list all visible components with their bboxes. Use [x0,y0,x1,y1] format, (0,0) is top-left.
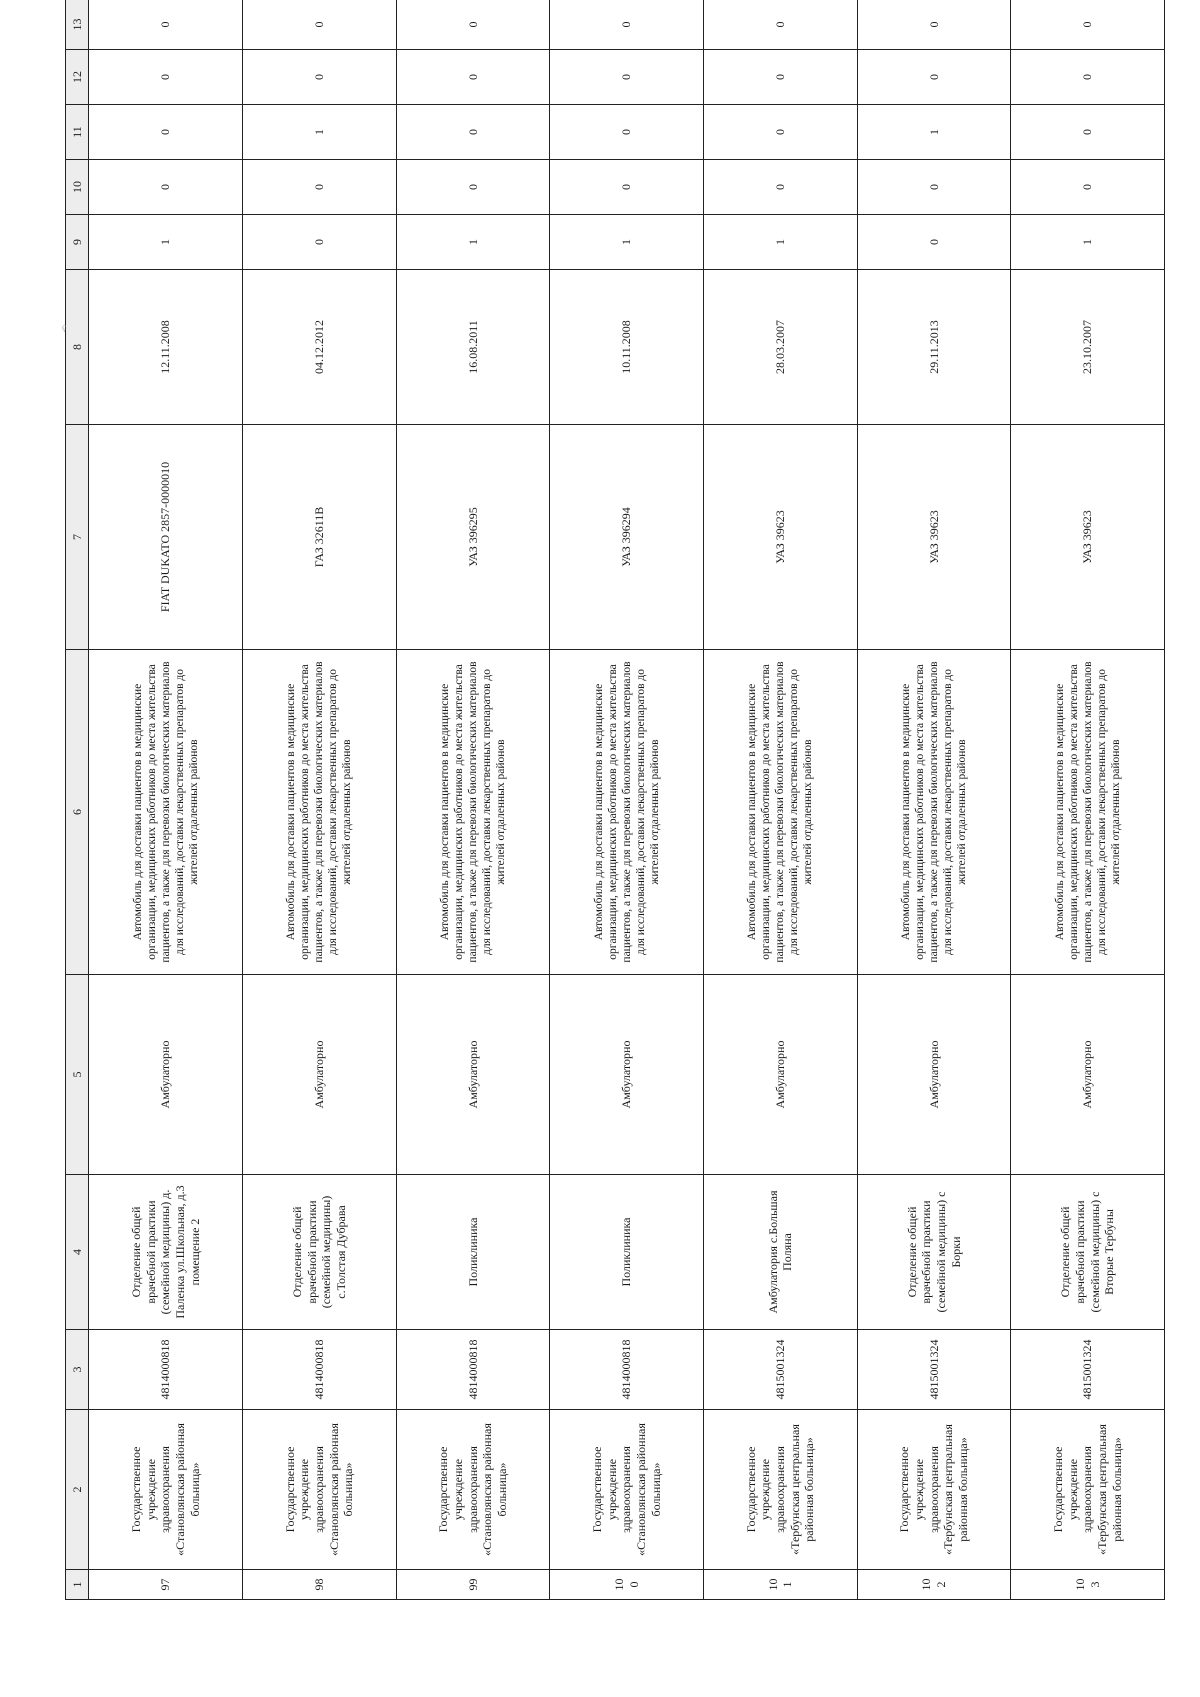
column-number: 11 [66,105,89,160]
col12-cell: 0 [396,50,550,105]
institution-cell: Государственное учреждение здравоохранения «Становлянская районная больница» [243,1410,397,1570]
vehicle-cell: УАЗ 396295 [396,425,550,650]
purpose-cell: Автомобиль для доставки пациентов в медицинские организации, медицинских работников до места жительства пациентов, а также для перевозки биологических материалов для исследований, доставки лекарственных препаратов до жителей отдаленных районов [857,650,1011,975]
inn-cell: 4814000818 [396,1330,550,1410]
row-number-cell: 97 [89,1570,243,1600]
col11-cell: 0 [704,105,858,160]
col9-cell: 0 [243,215,397,270]
table-row [704,0,858,1600]
institution-cell: Государственное учреждение здравоохранения «Становлянская районная больница» [89,1410,243,1570]
inn-cell: 4815001324 [857,1330,1011,1410]
care-type-cell: Амбулаторно [1011,975,1165,1175]
care-type-cell: Амбулаторно [396,975,550,1175]
date-cell: 28.03.2007 [704,270,858,425]
col11-cell: 0 [550,105,704,160]
col10-cell: 0 [704,160,858,215]
col12-cell: 0 [857,50,1011,105]
col9-cell: 1 [396,215,550,270]
rotated-table-container [65,0,1165,1600]
date-cell: 04.12.2012 [243,270,397,425]
col13-cell: 0 [1011,0,1165,50]
column-number: 5 [66,975,89,1175]
care-type-cell: Амбулаторно [857,975,1011,1175]
table-row [550,0,704,1600]
row-number-cell: 98 [243,1570,397,1600]
column-number: 12 [66,50,89,105]
column-number: 4 [66,1175,89,1330]
institution-cell: Государственное учреждение здравоохранения «Тербунская центральная районная больница» [1011,1410,1165,1570]
column-number-row [66,0,89,1600]
col9-cell: 1 [704,215,858,270]
department-cell: Отделение общей врачебной практики (семейной медицины) с.Толстая Дубрава [243,1175,397,1330]
col9-cell: 1 [550,215,704,270]
inn-cell: 4814000818 [550,1330,704,1410]
purpose-cell: Автомобиль для доставки пациентов в медицинские организации, медицинских работников до места жительства пациентов, а также для перевозки биологических материалов для исследований, доставки лекарственных препаратов до жителей отдаленных районов [243,650,397,975]
col10-cell: 0 [89,160,243,215]
col13-cell: 0 [396,0,550,50]
col11-cell: 1 [857,105,1011,160]
col11-cell: 0 [89,105,243,160]
col9-cell: 0 [857,215,1011,270]
vehicle-cell: ГАЗ 32611В [243,425,397,650]
date-cell: 29.11.2013 [857,270,1011,425]
table-row [243,0,397,1600]
column-number: 6 [66,650,89,975]
date-cell: 23.10.2007 [1011,270,1165,425]
inn-cell: 4814000818 [243,1330,397,1410]
col11-cell: 0 [1011,105,1165,160]
col12-cell: 0 [243,50,397,105]
column-number: 13 [66,0,89,50]
col12-cell: 0 [550,50,704,105]
vehicle-table [65,0,1165,1600]
purpose-cell: Автомобиль для доставки пациентов в медицинские организации, медицинских работников до места жительства пациентов, а также для перевозки биологических материалов для исследований, доставки лекарственных препаратов до жителей отдаленных районов [550,650,704,975]
inn-cell: 4815001324 [1011,1330,1165,1410]
col9-cell: 1 [1011,215,1165,270]
table-row [89,0,243,1600]
col10-cell: 0 [396,160,550,215]
column-number: 2 [66,1410,89,1570]
vehicle-cell: УАЗ 396294 [550,425,704,650]
vehicle-cell: FIAT DUKATO 2857-0000010 [89,425,243,650]
row-number-cell: 103 [1011,1570,1165,1600]
inn-cell: 4814000818 [89,1330,243,1410]
care-type-cell: Амбулаторно [704,975,858,1175]
col13-cell: 0 [243,0,397,50]
table-body [66,0,1165,1600]
col11-cell: 0 [396,105,550,160]
col13-cell: 0 [550,0,704,50]
care-type-cell: Амбулаторно [243,975,397,1175]
col12-cell: 0 [89,50,243,105]
department-cell: Отделение общей врачебной практики (семейной медицины) д. Паленка ул.Школьная, д.3 помещение 2 [89,1175,243,1330]
col11-cell: 1 [243,105,397,160]
stray-mark: ç [62,322,66,332]
purpose-cell: Автомобиль для доставки пациентов в медицинские организации, медицинских работников до места жительства пациентов, а также для перевозки биологических материалов для исследований, доставки лекарственных препаратов до жителей отдаленных районов [704,650,858,975]
department-cell: Отделение общей врачебной практики (семейной медицины) с Борки [857,1175,1011,1330]
column-number: 1 [66,1570,89,1600]
column-number: 10 [66,160,89,215]
institution-cell: Государственное учреждение здравоохранения «Тербунская центральная районная больница» [704,1410,858,1570]
column-number: 3 [66,1330,89,1410]
row-number-cell: 100 [550,1570,704,1600]
col10-cell: 0 [243,160,397,215]
purpose-cell: Автомобиль для доставки пациентов в медицинские организации, медицинских работников до места жительства пациентов, а также для перевозки биологических материалов для исследований, доставки лекарственных препаратов до жителей отдаленных районов [89,650,243,975]
institution-cell: Государственное учреждение здравоохранения «Становлянская районная больница» [396,1410,550,1570]
date-cell: 12.11.2008 [89,270,243,425]
col13-cell: 0 [857,0,1011,50]
column-number: 8 [66,270,89,425]
care-type-cell: Амбулаторно [89,975,243,1175]
department-cell: Амбулатория с.Большая Поляна [704,1175,858,1330]
col10-cell: 0 [1011,160,1165,215]
col13-cell: 0 [704,0,858,50]
col10-cell: 0 [550,160,704,215]
col12-cell: 0 [1011,50,1165,105]
institution-cell: Государственное учреждение здравоохранения «Становлянская районная больница» [550,1410,704,1570]
table-row [1011,0,1165,1600]
department-cell: Поликлиника [396,1175,550,1330]
vehicle-cell: УАЗ 39623 [857,425,1011,650]
row-number-cell: 99 [396,1570,550,1600]
column-number: 7 [66,425,89,650]
inn-cell: 4815001324 [704,1330,858,1410]
department-cell: Отделение общей врачебной практики (семейной медицины) с Вторые Тербуны [1011,1175,1165,1330]
table-row [857,0,1011,1600]
purpose-cell: Автомобиль для доставки пациентов в медицинские организации, медицинских работников до места жительства пациентов, а также для перевозки биологических материалов для исследований, доставки лекарственных препаратов до жителей отдаленных районов [1011,650,1165,975]
col13-cell: 0 [89,0,243,50]
column-number: 9 [66,215,89,270]
col10-cell: 0 [857,160,1011,215]
purpose-cell: Автомобиль для доставки пациентов в медицинские организации, медицинских работников до места жительства пациентов, а также для перевозки биологических материалов для исследований, доставки лекарственных препаратов до жителей отдаленных районов [396,650,550,975]
institution-cell: Государственное учреждение здравоохранения «Тербунская центральная районная больница» [857,1410,1011,1570]
col12-cell: 0 [704,50,858,105]
vehicle-cell: УАЗ 39623 [704,425,858,650]
table-row [396,0,550,1600]
row-number-cell: 102 [857,1570,1011,1600]
date-cell: 10.11.2008 [550,270,704,425]
row-number-cell: 101 [704,1570,858,1600]
department-cell: Поликлиника [550,1175,704,1330]
vehicle-cell: УАЗ 39623 [1011,425,1165,650]
col9-cell: 1 [89,215,243,270]
date-cell: 16.08.2011 [396,270,550,425]
care-type-cell: Амбулаторно [550,975,704,1175]
